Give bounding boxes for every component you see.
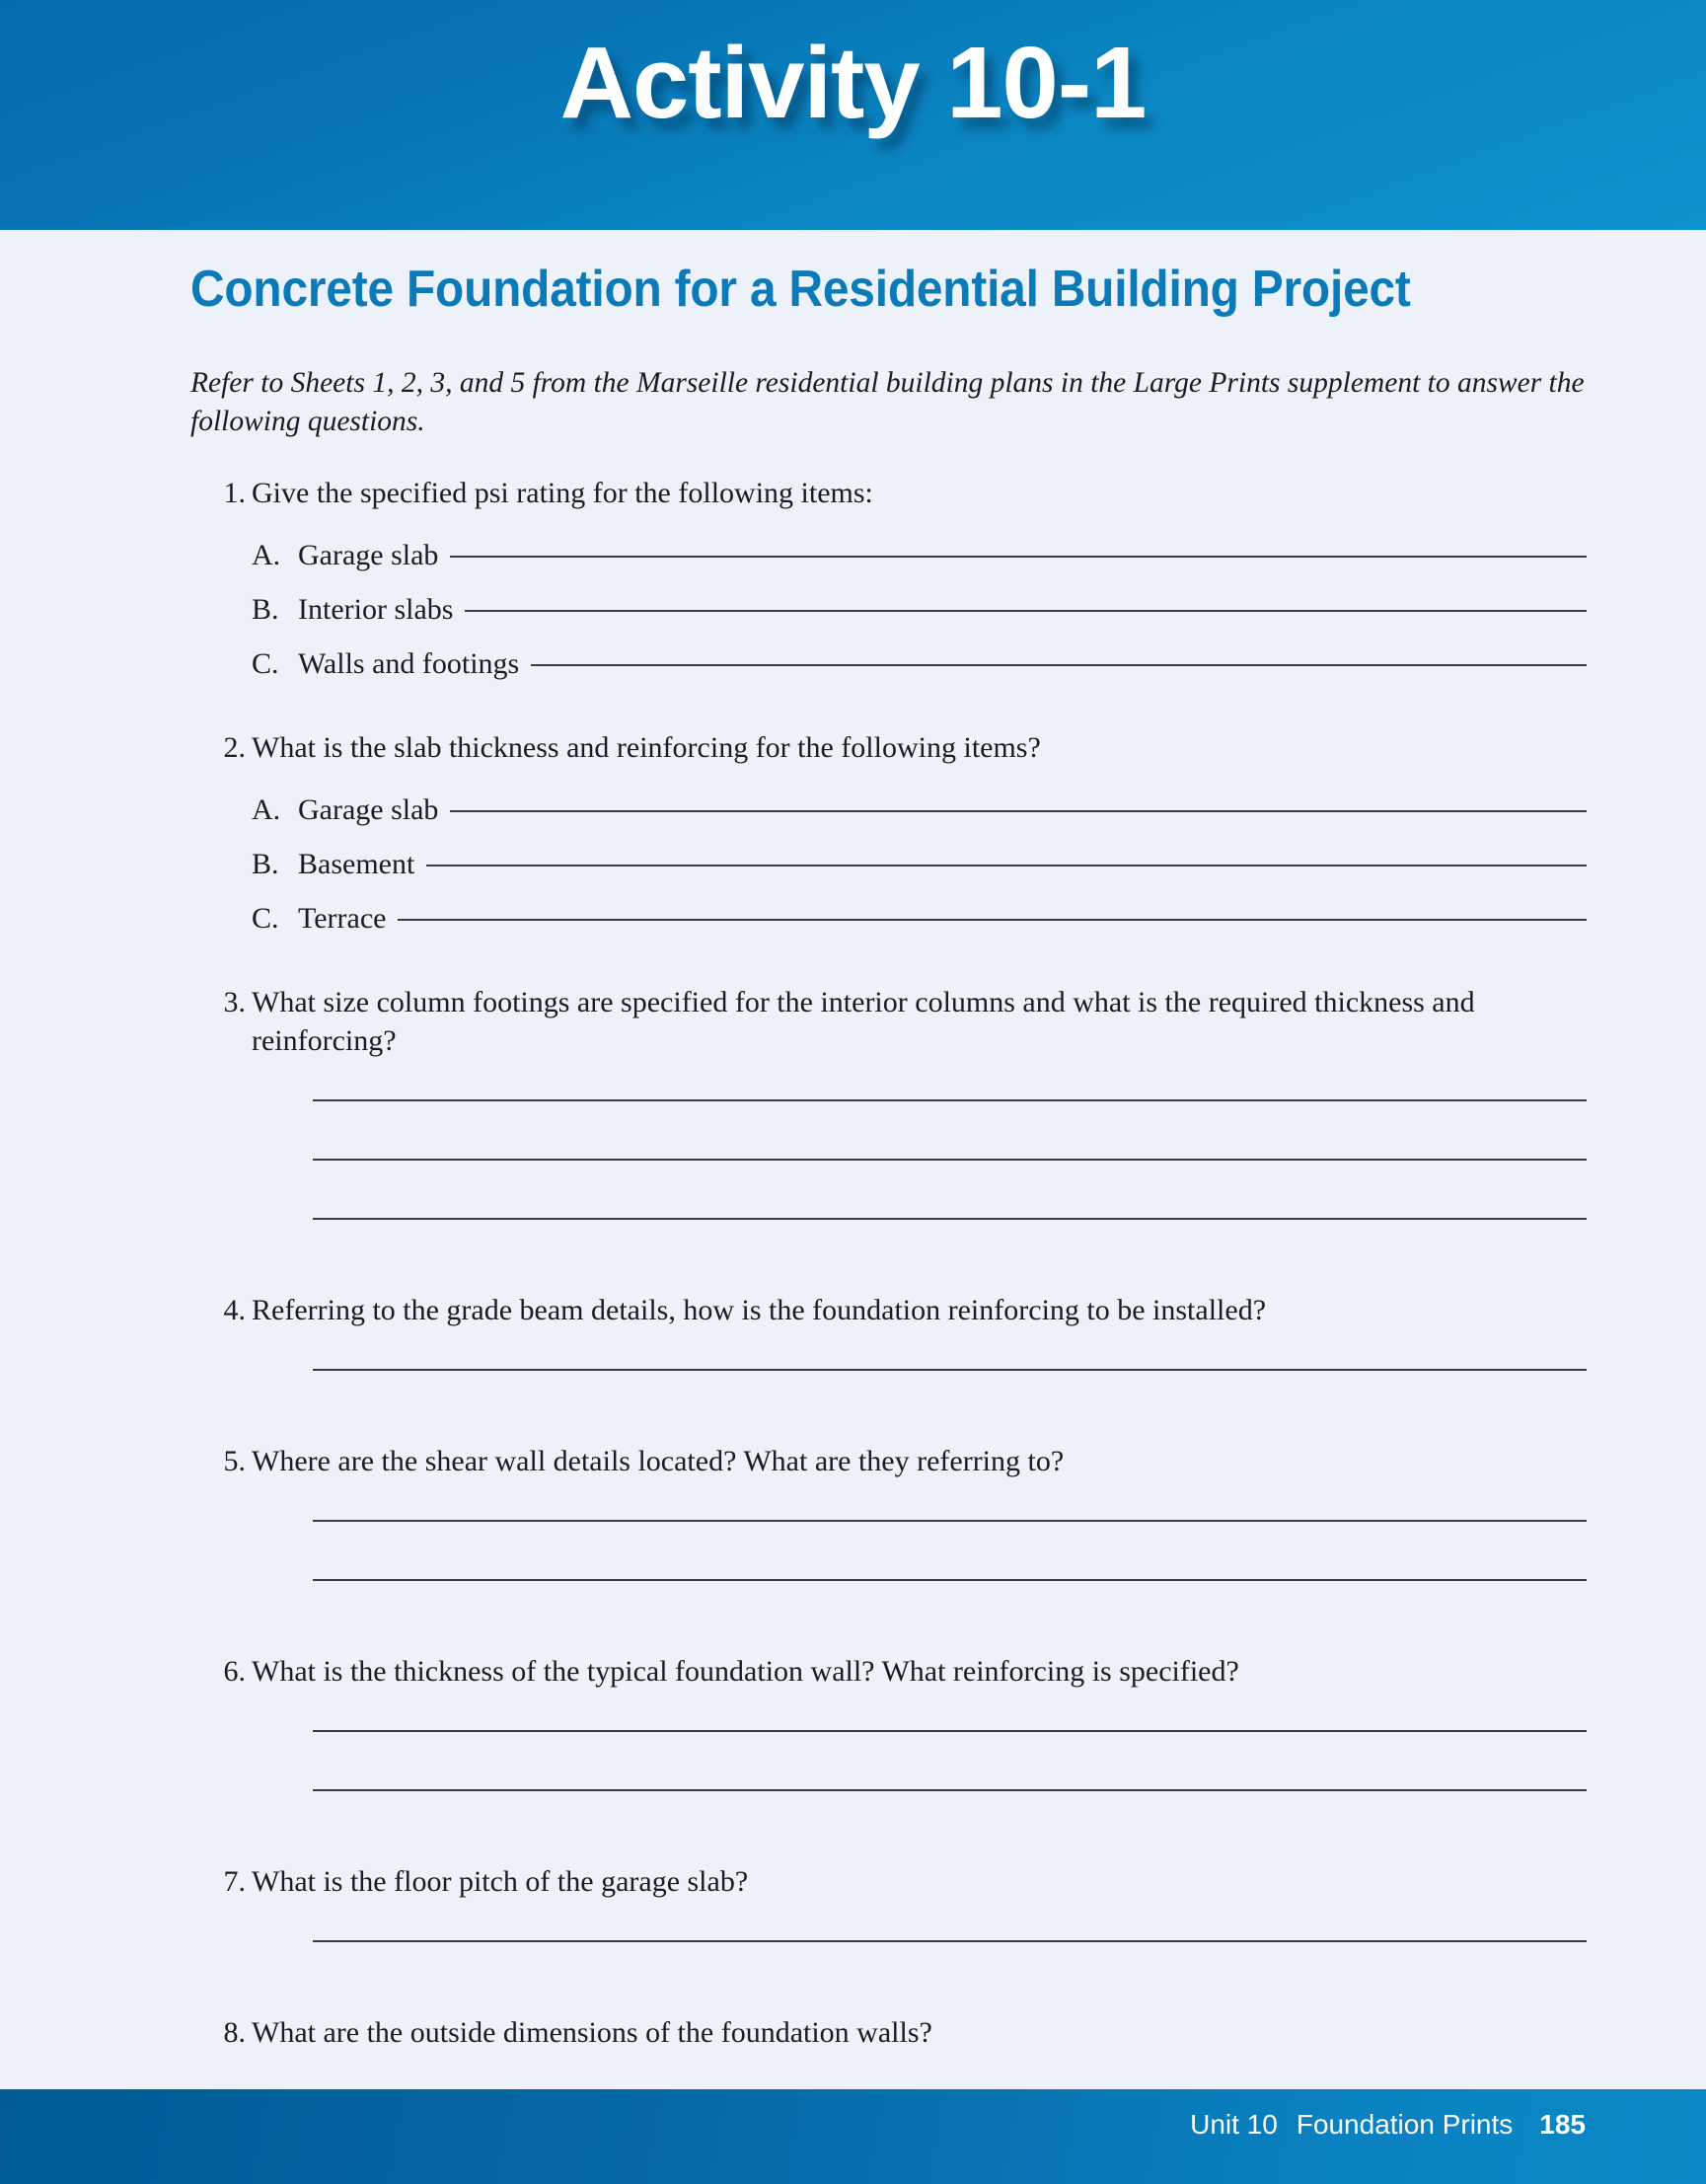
question-text: Where are the shear wall details located? What are they referring to? [252, 1445, 1065, 1478]
answer-blank-line[interactable] [313, 1218, 1587, 1220]
question-number: 3. [223, 986, 246, 1019]
subitem-label: Interior slabs [298, 593, 454, 627]
answer-blank-line[interactable] [313, 1730, 1587, 1732]
question-text: What is the thickness of the typical foundation wall? What reinforcing is specified? [252, 1655, 1239, 1689]
question-item [190, 2013, 1587, 2093]
answer-blank-line[interactable] [450, 556, 1587, 558]
question-number: 6. [223, 1655, 246, 1689]
footer-unit-label: Unit 10 [1190, 2109, 1278, 2140]
subitem-letter: A. [252, 793, 281, 827]
question-item [190, 1652, 1587, 1791]
answer-blank-line[interactable] [465, 610, 1587, 612]
subitem-letter: A. [252, 539, 281, 572]
question-number: 1. [223, 477, 246, 510]
instructions-paragraph: Refer to Sheets 1, 2, 3, and 5 from the Marseille residential building plans in the Large Prints supplement to answer the following questions. [190, 367, 1585, 438]
question-subitem [252, 791, 1587, 829]
footer-section-label: Foundation Prints [1296, 2109, 1514, 2140]
question-text: Give the specified psi rating for the following items: [252, 477, 873, 510]
answer-blank-line[interactable] [313, 1940, 1587, 1942]
answer-blank-line[interactable] [450, 810, 1587, 812]
question-text: What is the slab thickness and reinforcing for the following items? [252, 731, 1041, 765]
question-item [190, 1442, 1587, 1581]
answer-blank-line[interactable] [313, 1369, 1587, 1371]
question-number: 7. [223, 1865, 246, 1899]
answer-blank-line[interactable] [531, 664, 1587, 666]
footer-content [1190, 2109, 1586, 2141]
page-footer [0, 2089, 1706, 2184]
question-number: 4. [223, 1294, 246, 1327]
question-subitem [252, 845, 1587, 883]
question-subitem-list [252, 536, 1587, 683]
page-body [0, 230, 1706, 2089]
question-subitem [252, 644, 1587, 683]
subitem-letter: C. [252, 902, 279, 936]
question-number: 2. [223, 731, 246, 765]
activity-header-title: Activity 10-1 [559, 26, 1147, 139]
page-title: Concrete Foundation for a Residential Building Project [190, 261, 1411, 318]
question-text: Referring to the grade beam details, how is the foundation reinforcing to be installed? [252, 1294, 1267, 1327]
subitem-label: Terrace [298, 902, 387, 936]
answer-blank-line[interactable] [313, 1159, 1587, 1161]
question-subitem [252, 899, 1587, 938]
answer-blank-line[interactable] [398, 919, 1587, 921]
answer-blank-line[interactable] [313, 1789, 1587, 1791]
question-subitem-list [252, 791, 1587, 938]
subitem-letter: C. [252, 647, 279, 681]
question-item [190, 728, 1587, 938]
question-text: What are the outside dimensions of the foundation walls? [252, 2016, 932, 2050]
question-number: 5. [223, 1445, 246, 1478]
activity-header-banner [0, 0, 1706, 230]
subitem-label: Basement [298, 848, 415, 881]
question-item [190, 1291, 1587, 1371]
subitem-label: Garage slab [298, 539, 439, 572]
subitem-label: Walls and footings [298, 647, 520, 681]
question-item [190, 1862, 1587, 1942]
subitem-letter: B. [252, 593, 279, 627]
question-number: 8. [223, 2016, 246, 2050]
question-item [190, 983, 1587, 1220]
content-column [190, 230, 1587, 2164]
subitem-letter: B. [252, 848, 279, 881]
question-subitem [252, 536, 1587, 574]
subitem-label: Garage slab [298, 793, 439, 827]
answer-blank-line[interactable] [313, 1579, 1587, 1581]
question-subitem [252, 590, 1587, 629]
answer-blank-line[interactable] [426, 865, 1587, 866]
answer-blank-line[interactable] [313, 1520, 1587, 1522]
question-item [190, 474, 1587, 683]
question-text: What is the floor pitch of the garage slab? [252, 1865, 749, 1899]
question-list [190, 441, 1587, 2093]
question-text: What size column footings are specified for the interior columns and what is the required thickness and reinforcing? [252, 986, 1475, 1058]
footer-page-number: 185 [1539, 2109, 1586, 2140]
answer-blank-line[interactable] [313, 1099, 1587, 1101]
